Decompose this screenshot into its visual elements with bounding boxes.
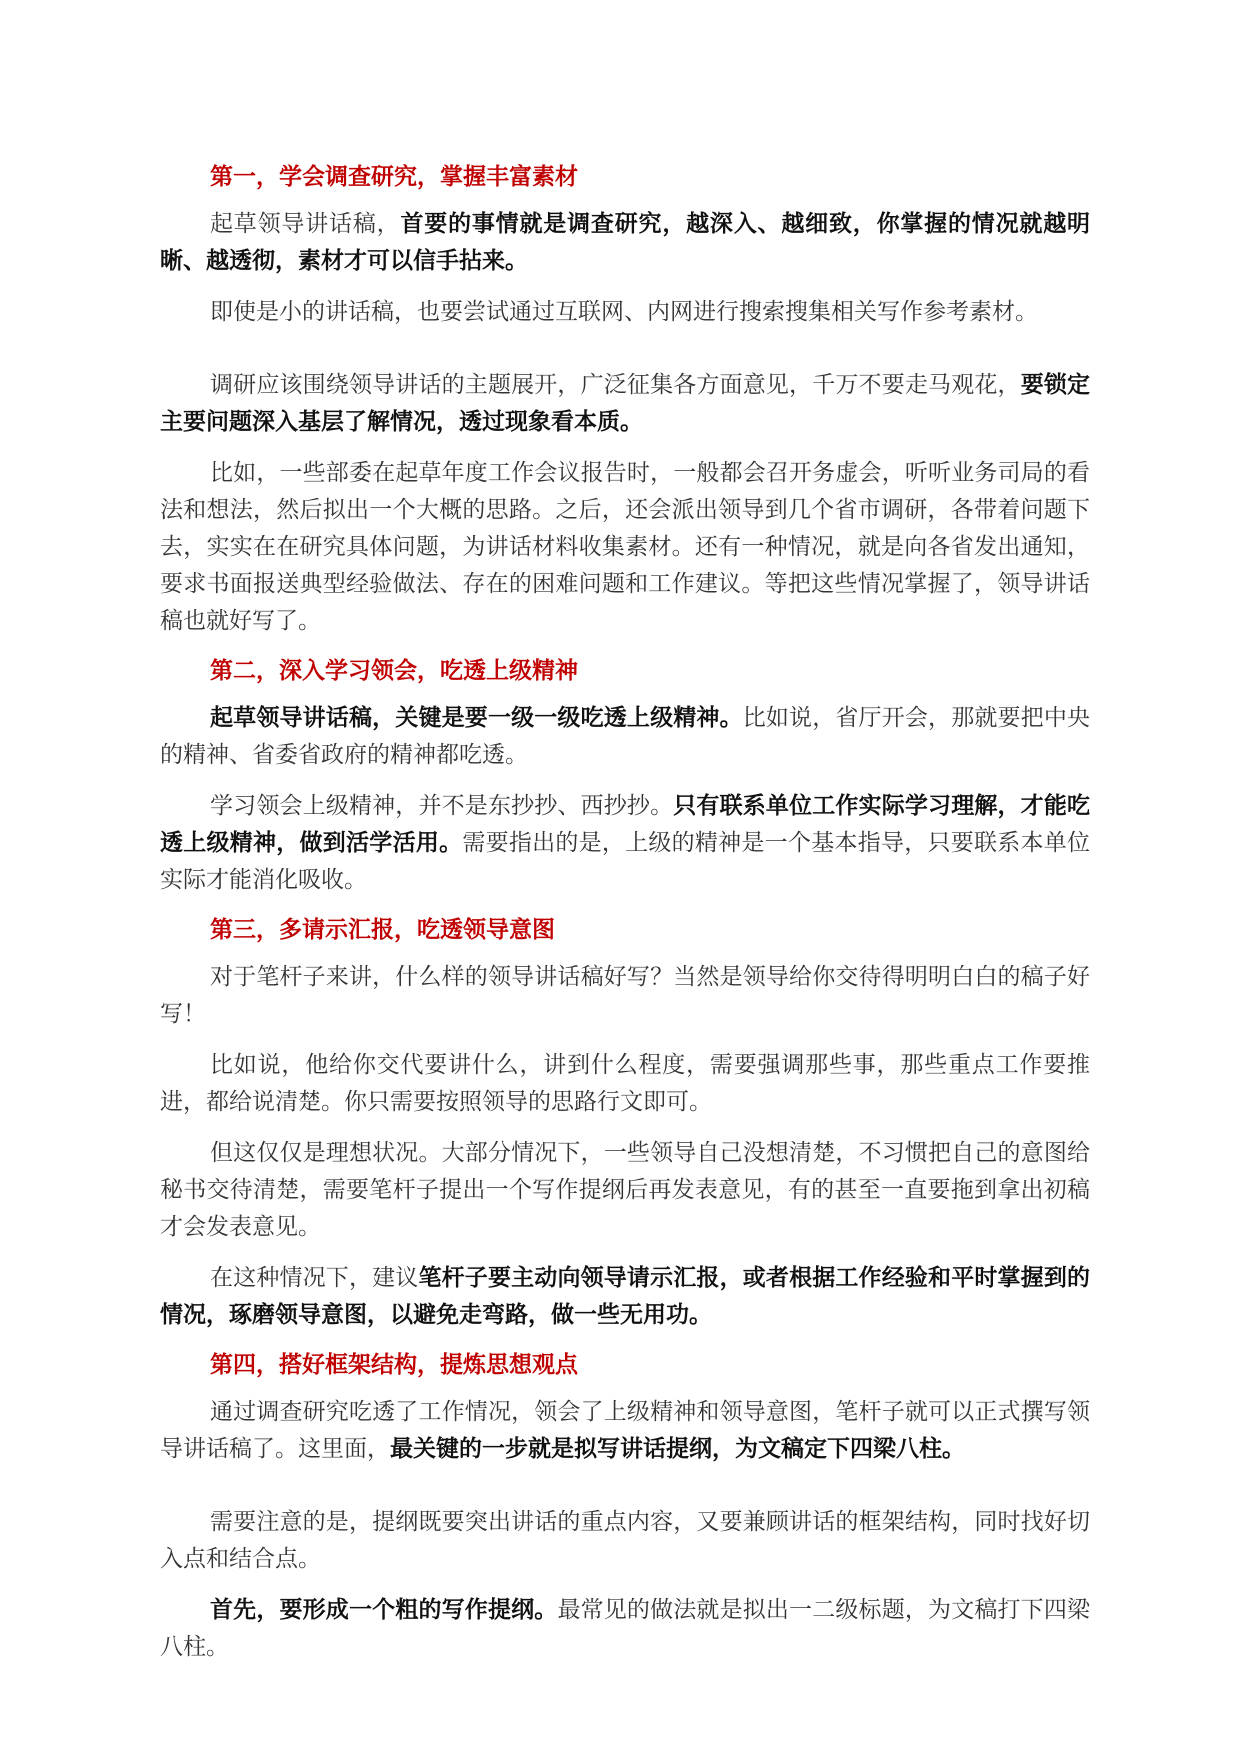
paragraph [160,367,1090,441]
body-text: 比如说，省厅开会，那就要把中央的精神、省委省政府的精神都吃透。 [160,705,1091,768]
paragraph [160,455,1090,640]
emphasized-text: 要锁定主要问题深入基层了解情况，透过现象看本质。 [160,372,1091,435]
emphasized-text: 首先，要形成一个粗的写作提纲。 [210,1597,558,1623]
paragraph [160,1135,1090,1246]
section-heading: 第二，深入学习领会，吃透上级精神 [210,658,578,684]
body-text: 需要指出的是，上级的精神是一个基本指导，只要联系本单位实际才能消化吸收。 [160,830,1091,893]
paragraph [160,1047,1090,1121]
body-text: 即使是小的讲话稿，也要尝试通过互联网、内网进行搜索搜集相关写作参考素材。 [210,299,1038,325]
paragraph [160,788,1090,899]
emphasized-text: 笔杆子要主动向领导请示汇报，或者根据工作经验和平时掌握到的情况，琢磨领导意图，以避免走弯路，做一些无用功。 [160,1265,1091,1328]
emphasized-text: 起草领导讲话稿，关键是要一级一级吃透上级精神。 [210,705,743,731]
paragraph [160,294,1090,331]
paragraph [160,1504,1090,1578]
paragraph [160,1394,1090,1468]
section-heading: 第四，搭好框架结构，提炼思想观点 [210,1352,578,1378]
body-text: 比如，一些部委在起草年度工作会议报告时，一般都会召开务虚会，听听业务司局的看法和想法，然后拟出一个大概的思路。之后，还会派出领导到几个省市调研，各带着问题下去，实实在在研究具体问题，为讲话材料收集素材。还有一种情况，就是向各省发出通知，要求书面报送典型经验做法、存在的困难问题和工作建议。等把这些情况掌握了，领导讲话稿也就好写了。 [160,460,1090,634]
emphasized-text: 只有联系单位工作实际学习理解，才能吃透上级精神，做到活学活用。 [160,793,1091,856]
body-text: 需要注意的是，提纲既要突出讲话的重点内容，又要兼顾讲话的框架结构，同时找好切入点和结合点。 [160,1509,1090,1572]
emphasized-text: 最关键的一步就是拟写讲话提纲，为文稿定下四梁八柱。 [390,1436,965,1462]
paragraph [160,1260,1090,1334]
body-text: 起草领导讲话稿， [210,211,401,237]
paragraph [160,1592,1090,1666]
paragraph [160,700,1090,774]
paragraph [160,959,1090,1033]
body-text: 比如说，他给你交代要讲什么，讲到什么程度，需要强调那些事，那些重点工作要推进，都给说清楚。你只需要按照领导的思路行文即可。 [160,1052,1090,1115]
body-text: 最常见的做法就是拟出一二级标题，为文稿打下四梁八柱。 [160,1597,1091,1660]
body-text: 调研应该围绕领导讲话的主题展开，广泛征集各方面意见，千万不要走马观花， [210,372,1021,398]
document-body [160,160,1090,1666]
section-heading: 第三，多请示汇报，吃透领导意图 [210,917,555,943]
paragraph [160,206,1090,280]
body-text: 但这仅仅是理想状况。大部分情况下，一些领导自己没想清楚，不习惯把自己的意图给秘书交待清楚，需要笔杆子提出一个写作提纲后再发表意见，有的甚至一直要拖到拿出初稿才会发表意见。 [160,1140,1090,1240]
section-heading: 第一，学会调查研究，掌握丰富素材 [210,164,578,190]
body-text: 学习领会上级精神，并不是东抄抄、西抄抄。 [210,793,674,819]
body-text: 对于笔杆子来讲，什么样的领导讲话稿好写？当然是领导给你交待得明明白白的稿子好写！ [160,964,1090,1027]
body-text: 通过调查研究吃透了工作情况，领会了上级精神和领导意图，笔杆子就可以正式撰写领导讲话稿了。这里面， [160,1399,1090,1462]
emphasized-text: 首要的事情就是调查研究，越深入、越细致，你掌握的情况就越明晰、越透彻，素材才可以信手拈来。 [160,211,1091,274]
body-text: 在这种情况下，建议 [210,1265,419,1291]
